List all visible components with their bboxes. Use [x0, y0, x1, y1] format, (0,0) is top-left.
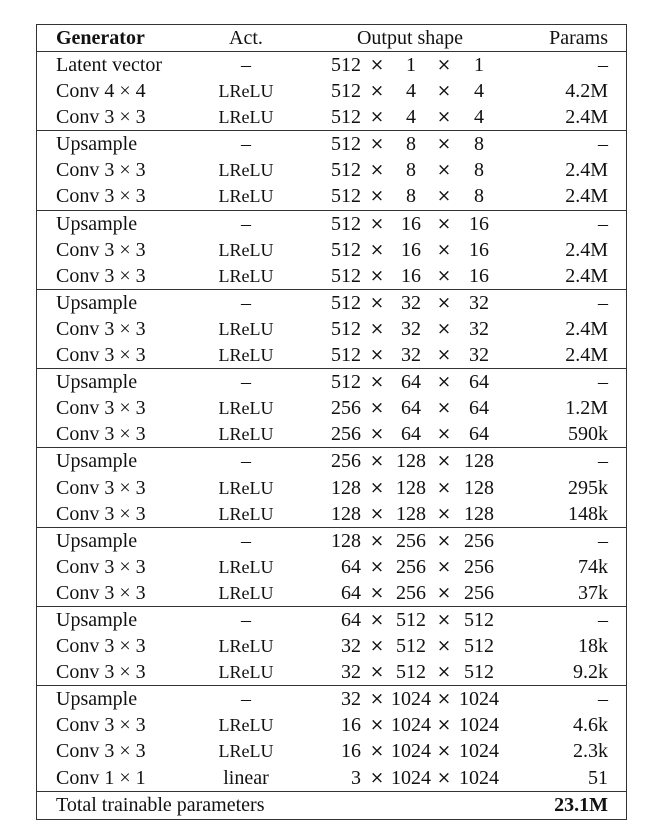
- activation: –: [241, 608, 251, 631]
- table-row: [37, 183, 626, 209]
- times-icon: ×: [369, 265, 385, 286]
- activation: LReLU: [218, 345, 274, 366]
- table-row: [37, 686, 626, 712]
- layer-name: Conv 3 × 3: [56, 238, 146, 261]
- shape-height: 4: [406, 80, 416, 103]
- table-body: [37, 52, 626, 792]
- times-icon: ×: [369, 398, 385, 419]
- activation: LReLU: [218, 662, 274, 683]
- shape-channels: 512: [331, 344, 361, 367]
- params-count: –: [598, 450, 608, 473]
- activation: –: [241, 450, 251, 473]
- header-act: Act.: [229, 27, 263, 49]
- activation: LReLU: [218, 186, 274, 207]
- layer-name: Conv 3 × 3: [56, 317, 146, 340]
- layer-name: Conv 3 × 3: [56, 714, 146, 737]
- times-icon: ×: [369, 741, 385, 762]
- times-icon: ×: [436, 424, 452, 445]
- times-icon: ×: [436, 451, 452, 472]
- layer-name: Latent vector: [56, 54, 163, 76]
- shape-height: 128: [396, 450, 426, 473]
- layer-group: [37, 290, 626, 369]
- table-row: [37, 342, 626, 368]
- activation: –: [241, 133, 251, 156]
- layer-name: Conv 3 × 3: [56, 397, 146, 420]
- table-row: [37, 580, 626, 606]
- shape-channels: 512: [331, 80, 361, 103]
- shape-height: 8: [406, 185, 416, 208]
- times-icon: ×: [436, 689, 452, 710]
- times-icon: ×: [436, 662, 452, 683]
- table-row: [37, 448, 626, 474]
- params-count: 2.4M: [565, 159, 608, 182]
- shape-height: 256: [396, 581, 426, 604]
- shape-height: 256: [396, 555, 426, 578]
- times-icon: ×: [436, 767, 452, 788]
- params-count: 9.2k: [573, 661, 608, 684]
- shape-height: 64: [401, 371, 421, 394]
- table-row: [37, 501, 626, 527]
- params-count: –: [598, 212, 608, 235]
- times-icon: ×: [369, 451, 385, 472]
- shape-height: 256: [396, 529, 426, 552]
- shape-width: 128: [464, 450, 494, 473]
- shape-width: 256: [464, 529, 494, 552]
- times-icon: ×: [436, 556, 452, 577]
- times-icon: ×: [369, 689, 385, 710]
- shape-channels: 256: [331, 397, 361, 420]
- shape-width: 1: [474, 54, 484, 76]
- shape-height: 512: [396, 635, 426, 658]
- times-icon: ×: [436, 265, 452, 286]
- activation: –: [241, 291, 251, 314]
- shape-width: 16: [469, 264, 489, 287]
- times-icon: ×: [369, 107, 385, 128]
- activation: LReLU: [218, 503, 274, 524]
- shape-width: 128: [464, 502, 494, 525]
- table-row: [37, 633, 626, 659]
- shape-channels: 512: [331, 371, 361, 394]
- times-icon: ×: [369, 530, 385, 551]
- shape-width: 32: [469, 317, 489, 340]
- times-icon: ×: [436, 741, 452, 762]
- shape-height: 1024: [391, 714, 431, 737]
- shape-width: 16: [469, 212, 489, 235]
- shape-height: 16: [401, 238, 421, 261]
- shape-channels: 512: [331, 238, 361, 261]
- layer-name: Conv 3 × 3: [56, 423, 146, 446]
- shape-height: 32: [401, 317, 421, 340]
- layer-name: Conv 3 × 3: [56, 159, 146, 182]
- times-icon: ×: [436, 530, 452, 551]
- layer-name: Upsample: [56, 608, 138, 631]
- shape-width: 1024: [459, 688, 499, 711]
- times-icon: ×: [436, 609, 452, 630]
- layer-group: [37, 448, 626, 527]
- times-icon: ×: [436, 636, 452, 657]
- times-icon: ×: [369, 556, 385, 577]
- times-icon: ×: [436, 345, 452, 366]
- layer-group: [37, 52, 626, 131]
- shape-height: 16: [401, 264, 421, 287]
- shape-width: 32: [469, 291, 489, 314]
- activation: –: [241, 688, 251, 711]
- layer-name: Conv 3 × 3: [56, 476, 146, 499]
- shape-channels: 512: [331, 159, 361, 182]
- table-row: [37, 607, 626, 633]
- shape-channels: 256: [331, 450, 361, 473]
- activation: LReLU: [218, 265, 274, 286]
- generator-architecture-table: [36, 24, 627, 820]
- activation: –: [241, 54, 251, 76]
- shape-channels: 32: [341, 661, 361, 684]
- shape-height: 8: [406, 133, 416, 156]
- times-icon: ×: [436, 715, 452, 736]
- times-icon: ×: [369, 609, 385, 630]
- params-count: –: [598, 608, 608, 631]
- shape-width: 1024: [459, 766, 499, 789]
- activation: LReLU: [218, 239, 274, 260]
- activation: LReLU: [218, 636, 274, 657]
- layer-name: Conv 3 × 3: [56, 344, 146, 367]
- layer-name: Conv 3 × 3: [56, 555, 146, 578]
- layer-name: Conv 3 × 3: [56, 264, 146, 287]
- times-icon: ×: [369, 372, 385, 393]
- layer-name: Conv 3 × 3: [56, 740, 146, 763]
- layer-name: Conv 3 × 3: [56, 502, 146, 525]
- times-icon: ×: [436, 213, 452, 234]
- times-icon: ×: [369, 160, 385, 181]
- times-icon: ×: [436, 81, 452, 102]
- shape-height: 32: [401, 291, 421, 314]
- layer-name: Upsample: [56, 371, 138, 394]
- times-icon: ×: [369, 477, 385, 498]
- layer-name: Conv 3 × 3: [56, 661, 146, 684]
- params-count: –: [598, 291, 608, 314]
- table-row: [37, 52, 626, 78]
- shape-channels: 512: [331, 212, 361, 235]
- params-count: 590k: [568, 423, 608, 446]
- layer-name: Conv 3 × 3: [56, 185, 146, 208]
- times-icon: ×: [436, 372, 452, 393]
- params-count: 2.4M: [565, 185, 608, 208]
- times-icon: ×: [369, 503, 385, 524]
- shape-width: 512: [464, 635, 494, 658]
- shape-width: 4: [474, 80, 484, 103]
- activation: LReLU: [218, 318, 274, 339]
- layer-name: Conv 4 × 4: [56, 80, 146, 103]
- shape-channels: 512: [331, 317, 361, 340]
- activation: –: [241, 212, 251, 235]
- table-row: [37, 712, 626, 738]
- times-icon: ×: [436, 582, 452, 603]
- params-count: 2.4M: [565, 264, 608, 287]
- times-icon: ×: [369, 292, 385, 313]
- layer-group: [37, 211, 626, 290]
- shape-channels: 32: [341, 635, 361, 658]
- layer-name: Upsample: [56, 529, 138, 552]
- layer-name: Upsample: [56, 688, 138, 711]
- params-count: –: [598, 54, 608, 76]
- table-row: [37, 290, 626, 316]
- shape-channels: 64: [341, 608, 361, 631]
- table-row: [37, 131, 626, 157]
- times-icon: ×: [436, 292, 452, 313]
- header-output-shape: Output shape: [356, 27, 464, 49]
- times-icon: ×: [436, 477, 452, 498]
- shape-height: 128: [396, 502, 426, 525]
- params-count: –: [598, 688, 608, 711]
- total-value: 23.1M: [554, 793, 608, 816]
- params-count: 2.4M: [565, 344, 608, 367]
- shape-width: 4: [474, 106, 484, 129]
- activation: LReLU: [218, 107, 274, 128]
- shape-channels: 512: [331, 185, 361, 208]
- shape-channels: 16: [341, 714, 361, 737]
- layer-name: Upsample: [56, 291, 138, 314]
- total-label: Total trainable parameters: [56, 793, 265, 816]
- params-count: 4.2M: [565, 80, 608, 103]
- activation: LReLU: [218, 160, 274, 181]
- params-count: 74k: [578, 555, 608, 578]
- shape-height: 1024: [391, 688, 431, 711]
- layer-name: Conv 3 × 3: [56, 106, 146, 129]
- shape-width: 16: [469, 238, 489, 261]
- activation: linear: [223, 766, 269, 789]
- times-icon: ×: [369, 239, 385, 260]
- params-count: –: [598, 529, 608, 552]
- layer-group: [37, 131, 626, 210]
- shape-height: 16: [401, 212, 421, 235]
- params-count: 1.2M: [565, 397, 608, 420]
- shape-channels: 512: [331, 133, 361, 156]
- activation: LReLU: [218, 582, 274, 603]
- shape-channels: 32: [341, 688, 361, 711]
- shape-channels: 64: [341, 555, 361, 578]
- shape-channels: 128: [331, 502, 361, 525]
- params-count: 18k: [578, 635, 608, 658]
- times-icon: ×: [369, 767, 385, 788]
- times-icon: ×: [369, 81, 385, 102]
- layer-name: Upsample: [56, 212, 138, 235]
- shape-width: 8: [474, 133, 484, 156]
- shape-channels: 512: [331, 291, 361, 314]
- shape-height: 64: [401, 397, 421, 420]
- shape-channels: 128: [331, 529, 361, 552]
- layer-name: Conv 1 × 1: [56, 766, 146, 789]
- shape-width: 1024: [459, 740, 499, 763]
- shape-height: 1024: [391, 766, 431, 789]
- params-count: –: [598, 371, 608, 394]
- table-row: [37, 475, 626, 501]
- table-row: [37, 369, 626, 395]
- layer-group: [37, 528, 626, 607]
- layer-group: [37, 369, 626, 448]
- activation: LReLU: [218, 477, 274, 498]
- params-count: 51: [588, 766, 608, 789]
- layer-name: Conv 3 × 3: [56, 581, 146, 604]
- shape-width: 512: [464, 661, 494, 684]
- params-count: 148k: [568, 502, 608, 525]
- times-icon: ×: [436, 503, 452, 524]
- times-icon: ×: [436, 134, 452, 155]
- params-count: 37k: [578, 581, 608, 604]
- table-row: [37, 263, 626, 289]
- table-row: [37, 554, 626, 580]
- shape-width: 32: [469, 344, 489, 367]
- activation: –: [241, 371, 251, 394]
- times-icon: ×: [369, 424, 385, 445]
- activation: LReLU: [218, 741, 274, 762]
- shape-height: 128: [396, 476, 426, 499]
- table-row: [37, 659, 626, 685]
- table-row: [37, 395, 626, 421]
- table-row: [37, 104, 626, 130]
- times-icon: ×: [436, 55, 452, 75]
- table-row: [37, 421, 626, 447]
- shape-channels: 3: [351, 766, 361, 789]
- times-icon: ×: [436, 398, 452, 419]
- shape-width: 8: [474, 159, 484, 182]
- shape-width: 256: [464, 581, 494, 604]
- shape-width: 512: [464, 608, 494, 631]
- header-params: Params: [549, 27, 608, 49]
- activation: LReLU: [218, 424, 274, 445]
- layer-name: Conv 3 × 3: [56, 635, 146, 658]
- shape-width: 128: [464, 476, 494, 499]
- shape-height: 4: [406, 106, 416, 129]
- shape-height: 512: [396, 661, 426, 684]
- table-row: [37, 765, 626, 791]
- layer-name: Upsample: [56, 133, 138, 156]
- table-row: [37, 237, 626, 263]
- shape-channels: 16: [341, 740, 361, 763]
- layer-group: [37, 686, 626, 791]
- activation: LReLU: [218, 81, 274, 102]
- shape-channels: 512: [331, 264, 361, 287]
- header-row: [37, 25, 626, 52]
- shape-channels: 128: [331, 476, 361, 499]
- activation: –: [241, 529, 251, 552]
- times-icon: ×: [369, 213, 385, 234]
- shape-width: 256: [464, 555, 494, 578]
- shape-height: 64: [401, 423, 421, 446]
- table-row: [37, 316, 626, 342]
- params-count: 2.4M: [565, 238, 608, 261]
- times-icon: ×: [369, 662, 385, 683]
- shape-height: 1024: [391, 740, 431, 763]
- shape-channels: 512: [331, 106, 361, 129]
- shape-width: 1024: [459, 714, 499, 737]
- params-count: –: [598, 133, 608, 156]
- times-icon: ×: [369, 582, 385, 603]
- shape-width: 64: [469, 423, 489, 446]
- times-icon: ×: [436, 318, 452, 339]
- params-count: 295k: [568, 476, 608, 499]
- table-row: [37, 211, 626, 237]
- times-icon: ×: [436, 160, 452, 181]
- params-count: 2.4M: [565, 106, 608, 129]
- times-icon: ×: [369, 715, 385, 736]
- params-count: 2.3k: [573, 740, 608, 763]
- shape-channels: 512: [331, 54, 361, 76]
- shape-height: 512: [396, 608, 426, 631]
- activation: LReLU: [218, 398, 274, 419]
- activation: LReLU: [218, 556, 274, 577]
- shape-width: 8: [474, 185, 484, 208]
- shape-width: 64: [469, 397, 489, 420]
- shape-height: 1: [406, 54, 416, 76]
- layer-group: [37, 607, 626, 686]
- table-row: [37, 78, 626, 104]
- table-row: [37, 738, 626, 764]
- shape-height: 32: [401, 344, 421, 367]
- times-icon: ×: [369, 636, 385, 657]
- params-count: 4.6k: [573, 714, 608, 737]
- params-count: 2.4M: [565, 317, 608, 340]
- times-icon: ×: [369, 345, 385, 366]
- total-row: [37, 792, 626, 819]
- shape-channels: 256: [331, 423, 361, 446]
- times-icon: ×: [369, 55, 385, 75]
- header-generator: Generator: [56, 27, 145, 49]
- layer-name: Upsample: [56, 450, 138, 473]
- shape-height: 8: [406, 159, 416, 182]
- times-icon: ×: [369, 134, 385, 155]
- times-icon: ×: [436, 186, 452, 207]
- table-row: [37, 528, 626, 554]
- times-icon: ×: [436, 239, 452, 260]
- table-row: [37, 157, 626, 183]
- shape-width: 64: [469, 371, 489, 394]
- times-icon: ×: [369, 318, 385, 339]
- times-icon: ×: [369, 186, 385, 207]
- activation: LReLU: [218, 715, 274, 736]
- shape-channels: 64: [341, 581, 361, 604]
- times-icon: ×: [436, 107, 452, 128]
